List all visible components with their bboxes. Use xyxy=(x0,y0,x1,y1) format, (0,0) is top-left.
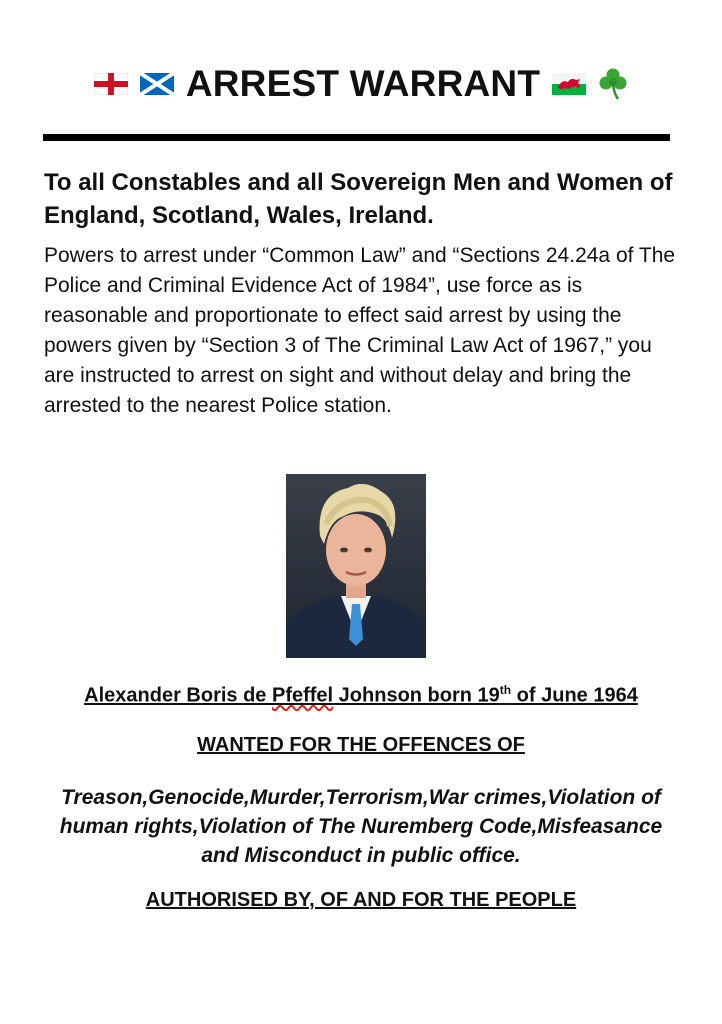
address-heading: To all Constables and all Sovereign Men and Women of England, Scotland, Wales, Ireland. xyxy=(44,169,673,229)
powers-paragraph: Powers to arrest under “Common Law” and “Sections 24.24a of The Police and Criminal Evidence Act of 1984”, use force as is reasonable and proportionate to effect said arrest by using the powers given by “Section 3 of The Criminal Law Act of 1967,” you are instructed to arrest on sight and without delay and bring the arrested to the nearest Police station. xyxy=(44,244,676,417)
warrant-header xyxy=(0,58,722,110)
shamrock-icon xyxy=(598,67,628,101)
page-title: ARREST WARRANT xyxy=(185,63,541,104)
wales-flag-icon xyxy=(552,73,586,95)
wanted-label: WANTED FOR THE OFFENCES OF xyxy=(197,734,525,756)
authorisation-line: AUTHORISED BY, OF AND FOR THE PEOPLE xyxy=(145,889,577,911)
offences-list: Treason,Genocide,Murder,Terrorism,War crimes,Violation of human rights,Violation of The Nuremberg Code,Misfeasance and Misconduct in public office. xyxy=(59,786,663,867)
header-divider xyxy=(43,134,670,141)
england-flag-icon xyxy=(94,73,128,95)
subject-name: Alexander Boris de Pfeffel Johnson born 19th of June 1964 xyxy=(84,683,638,707)
subject-portrait xyxy=(286,474,426,658)
scotland-flag-icon xyxy=(140,73,174,95)
